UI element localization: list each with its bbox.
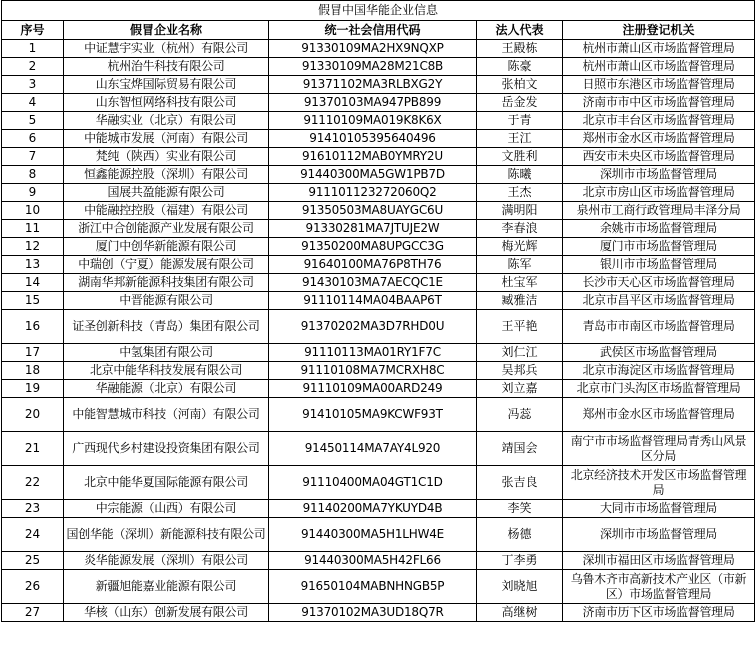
row-index: 18 — [2, 362, 64, 380]
table-row — [2, 130, 755, 148]
company-name: 山东智恒网络科技有限公司 — [64, 94, 269, 112]
registration-authority: 西安市未央区市场监督管理局 — [563, 148, 755, 166]
row-index: 1 — [2, 40, 64, 58]
row-index: 23 — [2, 500, 64, 518]
table-body — [2, 40, 755, 622]
row-index: 2 — [2, 58, 64, 76]
header-index: 序号 — [2, 21, 64, 40]
row-index: 6 — [2, 130, 64, 148]
table-row — [2, 362, 755, 380]
credit-code: 91440300MA5GW1PB7D — [269, 166, 477, 184]
row-index: 17 — [2, 344, 64, 362]
registration-authority: 乌鲁木齐市高新技术产业区（市新区）市场监督管理局 — [563, 570, 755, 604]
registration-authority: 北京市丰台区市场监督管理局 — [563, 112, 755, 130]
row-index: 27 — [2, 604, 64, 622]
registration-authority: 北京市昌平区市场监督管理局 — [563, 292, 755, 310]
legal-representative: 张柏文 — [477, 76, 563, 94]
company-name: 浙江中合创能源产业发展有限公司 — [64, 220, 269, 238]
company-name: 中氢集团有限公司 — [64, 344, 269, 362]
credit-code: 91110108MA7MCRXH8C — [269, 362, 477, 380]
row-index: 21 — [2, 432, 64, 466]
header-credit-code: 统一社会信用代码 — [269, 21, 477, 40]
registration-authority: 北京市房山区市场监督管理局 — [563, 184, 755, 202]
credit-code: 91440300MA5H42FL66 — [269, 552, 477, 570]
legal-representative: 李春浪 — [477, 220, 563, 238]
legal-representative: 王杰 — [477, 184, 563, 202]
legal-representative: 陈军 — [477, 256, 563, 274]
row-index: 3 — [2, 76, 64, 94]
registration-authority: 泉州市工商行政管理局丰泽分局 — [563, 202, 755, 220]
table-row — [2, 76, 755, 94]
row-index: 14 — [2, 274, 64, 292]
registration-authority: 郑州市金水区市场监督管理局 — [563, 130, 755, 148]
legal-representative: 于青 — [477, 112, 563, 130]
registration-authority: 北京市海淀区市场监督管理局 — [563, 362, 755, 380]
legal-representative: 臧雅洁 — [477, 292, 563, 310]
credit-code: 91350200MA8UPGCC3G — [269, 238, 477, 256]
table-row — [2, 518, 755, 552]
registration-authority: 日照市东港区市场监督管理局 — [563, 76, 755, 94]
company-name: 恒鑫能源控股（深圳）有限公司 — [64, 166, 269, 184]
table-row — [2, 500, 755, 518]
legal-representative: 陈豪 — [477, 58, 563, 76]
header-registration-authority: 注册登记机关 — [563, 21, 755, 40]
credit-code: 91371102MA3RLBXG2Y — [269, 76, 477, 94]
registration-authority: 杭州市萧山区市场监督管理局 — [563, 58, 755, 76]
company-name: 梵纯（陕西）实业有限公司 — [64, 148, 269, 166]
table-row — [2, 202, 755, 220]
legal-representative: 陈曦 — [477, 166, 563, 184]
row-index: 5 — [2, 112, 64, 130]
table-row — [2, 112, 755, 130]
legal-representative: 王平艳 — [477, 310, 563, 344]
table-row — [2, 58, 755, 76]
table-row — [2, 552, 755, 570]
registration-authority: 南宁市市场监督管理局青秀山风景区分局 — [563, 432, 755, 466]
credit-code: 91370202MA3D7RHD0U — [269, 310, 477, 344]
row-index: 7 — [2, 148, 64, 166]
registration-authority: 济南市历下区市场监督管理局 — [563, 604, 755, 622]
row-index: 24 — [2, 518, 64, 552]
legal-representative: 王殿栋 — [477, 40, 563, 58]
table-row — [2, 40, 755, 58]
table-row — [2, 432, 755, 466]
row-index: 25 — [2, 552, 64, 570]
header-row — [2, 21, 755, 40]
row-index: 12 — [2, 238, 64, 256]
row-index: 10 — [2, 202, 64, 220]
company-name: 北京中能华科技发展有限公司 — [64, 362, 269, 380]
company-name: 湖南华邦新能源科技集团有限公司 — [64, 274, 269, 292]
table-row — [2, 274, 755, 292]
legal-representative: 王江 — [477, 130, 563, 148]
legal-representative: 满明阳 — [477, 202, 563, 220]
table-row — [2, 166, 755, 184]
company-name: 杭州治牛科技有限公司 — [64, 58, 269, 76]
table-row — [2, 344, 755, 362]
registration-authority: 杭州市萧山区市场监督管理局 — [563, 40, 755, 58]
registration-authority: 长沙市天心区市场监督管理局 — [563, 274, 755, 292]
company-name: 中能融控控股（福建）有限公司 — [64, 202, 269, 220]
credit-code: 91330281MA7JTUJE2W — [269, 220, 477, 238]
company-name: 中能智慧城市科技（河南）有限公司 — [64, 398, 269, 432]
registration-authority: 深圳市市场监督管理局 — [563, 166, 755, 184]
credit-code: 91330109MA28M21C8B — [269, 58, 477, 76]
registration-authority: 大同市市场监督管理局 — [563, 500, 755, 518]
legal-representative: 李笑 — [477, 500, 563, 518]
company-name: 国展共盈能源有限公司 — [64, 184, 269, 202]
company-name: 国创华能（深圳）新能源科技有限公司 — [64, 518, 269, 552]
credit-code: 91450114MA7AY4L920 — [269, 432, 477, 466]
registration-authority: 余姚市市场监督管理局 — [563, 220, 755, 238]
company-name: 北京中能华夏国际能源有限公司 — [64, 466, 269, 500]
credit-code: 91110400MA04GT1C1D — [269, 466, 477, 500]
registration-authority: 济南市市中区市场监督管理局 — [563, 94, 755, 112]
table-row — [2, 292, 755, 310]
registration-authority: 北京经济技术开发区市场监督管理局 — [563, 466, 755, 500]
row-index: 19 — [2, 380, 64, 398]
credit-code: 91110114MA04BAAP6T — [269, 292, 477, 310]
credit-code: 91110113MA01RY1F7C — [269, 344, 477, 362]
table-row — [2, 238, 755, 256]
table-row — [2, 256, 755, 274]
company-name: 中能城市发展（河南）有限公司 — [64, 130, 269, 148]
registration-authority: 银川市市场监督管理局 — [563, 256, 755, 274]
legal-representative: 文胜利 — [477, 148, 563, 166]
legal-representative: 梅光辉 — [477, 238, 563, 256]
row-index: 4 — [2, 94, 64, 112]
legal-representative: 吴邦兵 — [477, 362, 563, 380]
credit-code: 91110109MA00ARD249 — [269, 380, 477, 398]
legal-representative: 靖国会 — [477, 432, 563, 466]
credit-code: 91430103MA7AECQC1E — [269, 274, 477, 292]
table-row — [2, 184, 755, 202]
registration-authority: 深圳市福田区市场监督管理局 — [563, 552, 755, 570]
company-name: 中瑞创（宁夏）能源发展有限公司 — [64, 256, 269, 274]
legal-representative: 刘仁江 — [477, 344, 563, 362]
credit-code: 91350503MA8UAYGC6U — [269, 202, 477, 220]
company-name: 炎华能源发展（深圳）有限公司 — [64, 552, 269, 570]
table-row — [2, 94, 755, 112]
company-name: 中证慧宇实业（杭州）有限公司 — [64, 40, 269, 58]
row-index: 15 — [2, 292, 64, 310]
table-row — [2, 604, 755, 622]
credit-code: 91110109MA019K8K6X — [269, 112, 477, 130]
header-company-name: 假冒企业名称 — [64, 21, 269, 40]
table-row — [2, 148, 755, 166]
row-index: 9 — [2, 184, 64, 202]
row-index: 16 — [2, 310, 64, 344]
table-row — [2, 310, 755, 344]
registration-authority: 武侯区市场监督管理局 — [563, 344, 755, 362]
table-row — [2, 466, 755, 500]
credit-code: 91370102MA3UD18Q7R — [269, 604, 477, 622]
credit-code: 91410105395640496 — [269, 130, 477, 148]
table-row — [2, 570, 755, 604]
legal-representative: 杜宝军 — [477, 274, 563, 292]
credit-code: 91140200MA7YKUYD4B — [269, 500, 477, 518]
registration-authority: 深圳市市场监督管理局 — [563, 518, 755, 552]
row-index: 8 — [2, 166, 64, 184]
registration-authority: 厦门市市场监督管理局 — [563, 238, 755, 256]
credit-code: 91440300MA5H1LHW4E — [269, 518, 477, 552]
legal-representative: 刘立嘉 — [477, 380, 563, 398]
company-name: 新疆旭能嘉业能源有限公司 — [64, 570, 269, 604]
company-name: 山东宝烨国际贸易有限公司 — [64, 76, 269, 94]
credit-code: 91410105MA9KCWF93T — [269, 398, 477, 432]
company-name: 华核（山东）创新发展有限公司 — [64, 604, 269, 622]
registration-authority: 青岛市市南区市场监督管理局 — [563, 310, 755, 344]
company-name: 华融能源（北京）有限公司 — [64, 380, 269, 398]
company-name: 证圣创新科技（青岛）集团有限公司 — [64, 310, 269, 344]
row-index: 26 — [2, 570, 64, 604]
credit-code: 91330109MA2HX9NQXP — [269, 40, 477, 58]
credit-code: 91610112MAB0YMRY2U — [269, 148, 477, 166]
company-name: 广西现代乡村建设投资集团有限公司 — [64, 432, 269, 466]
legal-representative: 冯蕊 — [477, 398, 563, 432]
company-name: 中宗能源（山西）有限公司 — [64, 500, 269, 518]
legal-representative: 张吉良 — [477, 466, 563, 500]
company-name: 华融实业（北京）有限公司 — [64, 112, 269, 130]
table-title: 假冒中国华能企业信息 — [1, 0, 755, 20]
legal-representative: 岳金发 — [477, 94, 563, 112]
credit-code: 91370103MA947PB899 — [269, 94, 477, 112]
row-index: 11 — [2, 220, 64, 238]
company-name: 厦门中创华新能源有限公司 — [64, 238, 269, 256]
header-legal-rep: 法人代表 — [477, 21, 563, 40]
legal-representative: 刘晓旭 — [477, 570, 563, 604]
registration-authority: 郑州市金水区市场监督管理局 — [563, 398, 755, 432]
legal-representative: 丁李勇 — [477, 552, 563, 570]
row-index: 13 — [2, 256, 64, 274]
credit-code: 911101123272060Q2 — [269, 184, 477, 202]
legal-representative: 高继树 — [477, 604, 563, 622]
company-name: 中晋能源有限公司 — [64, 292, 269, 310]
table-row — [2, 398, 755, 432]
credit-code: 91650104MABNHNGB5P — [269, 570, 477, 604]
row-index: 20 — [2, 398, 64, 432]
legal-representative: 杨德 — [477, 518, 563, 552]
row-index: 22 — [2, 466, 64, 500]
registration-authority: 北京市门头沟区市场监督管理局 — [563, 380, 755, 398]
counterfeit-company-table — [1, 0, 755, 622]
table-row — [2, 380, 755, 398]
credit-code: 91640100MA76P8TH76 — [269, 256, 477, 274]
table-row — [2, 220, 755, 238]
